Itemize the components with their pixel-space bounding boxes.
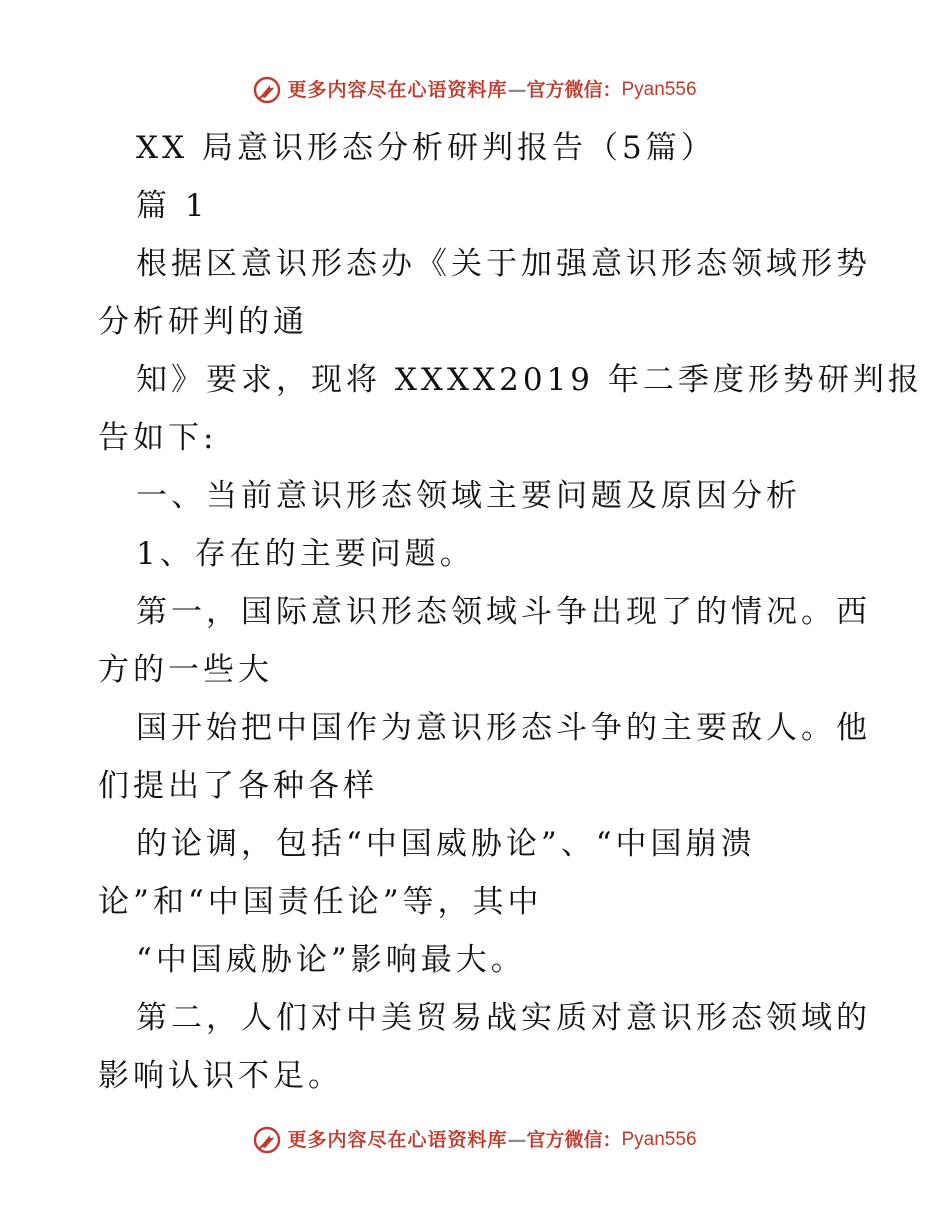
watermark-contact-label: 官方微信：: [526, 1129, 622, 1151]
document-title: XX 局意识形态分析研判报告（5篇）: [136, 130, 716, 166]
paragraph-line: 论”和“中国责任论”等，其中: [98, 884, 543, 920]
paragraph-line: 根据区意识形态办《关于加强意识形态领域形势: [136, 246, 871, 282]
paragraph-line: 第二，人们对中美贸易战实质对意识形态领域的: [136, 1000, 871, 1036]
watermark-main-text: 更多内容尽在心语资料库: [287, 79, 508, 101]
paragraph-line: 方的一些大: [98, 652, 273, 688]
header-watermark: [0, 70, 950, 110]
section-label: 篇 1: [136, 188, 209, 224]
watermark-contact-id: Pyan556: [621, 1129, 697, 1150]
watermark-main-text: 更多内容尽在心语资料库: [287, 1129, 508, 1151]
paragraph-line: 影响认识不足。: [98, 1058, 343, 1094]
watermark-contact-id: Pyan556: [621, 79, 697, 100]
subheading-line: 1、存在的主要问题。: [136, 536, 475, 572]
paragraph-line: 国开始把中国作为意识形态斗争的主要敌人。他: [136, 710, 871, 746]
paragraph-line: “中国威胁论”影响最大。: [136, 942, 526, 978]
watermark-separator: —: [507, 1129, 527, 1151]
paragraph-line: 们提出了各种各样: [98, 768, 378, 804]
paragraph-line: 的论调，包括“中国威胁论”、“中国崩溃: [136, 826, 756, 862]
paragraph-line: 告如下:: [98, 420, 218, 456]
paragraph-line: 分析研判的通: [98, 304, 308, 340]
paragraph-line: 第一，国际意识形态领域斗争出现了的情况。西: [136, 594, 871, 630]
watermark-separator: —: [507, 79, 527, 101]
watermark-contact-label: 官方微信：: [526, 79, 622, 101]
pen-nib-logo-icon: [253, 1126, 281, 1154]
paragraph-line: 知》要求，现将 XXXX2019 年二季度形势研判报: [136, 362, 923, 398]
heading-line: 一、当前意识形态领域主要问题及原因分析: [136, 478, 801, 514]
pen-nib-logo-icon: [253, 76, 281, 104]
footer-watermark: [0, 1120, 950, 1160]
